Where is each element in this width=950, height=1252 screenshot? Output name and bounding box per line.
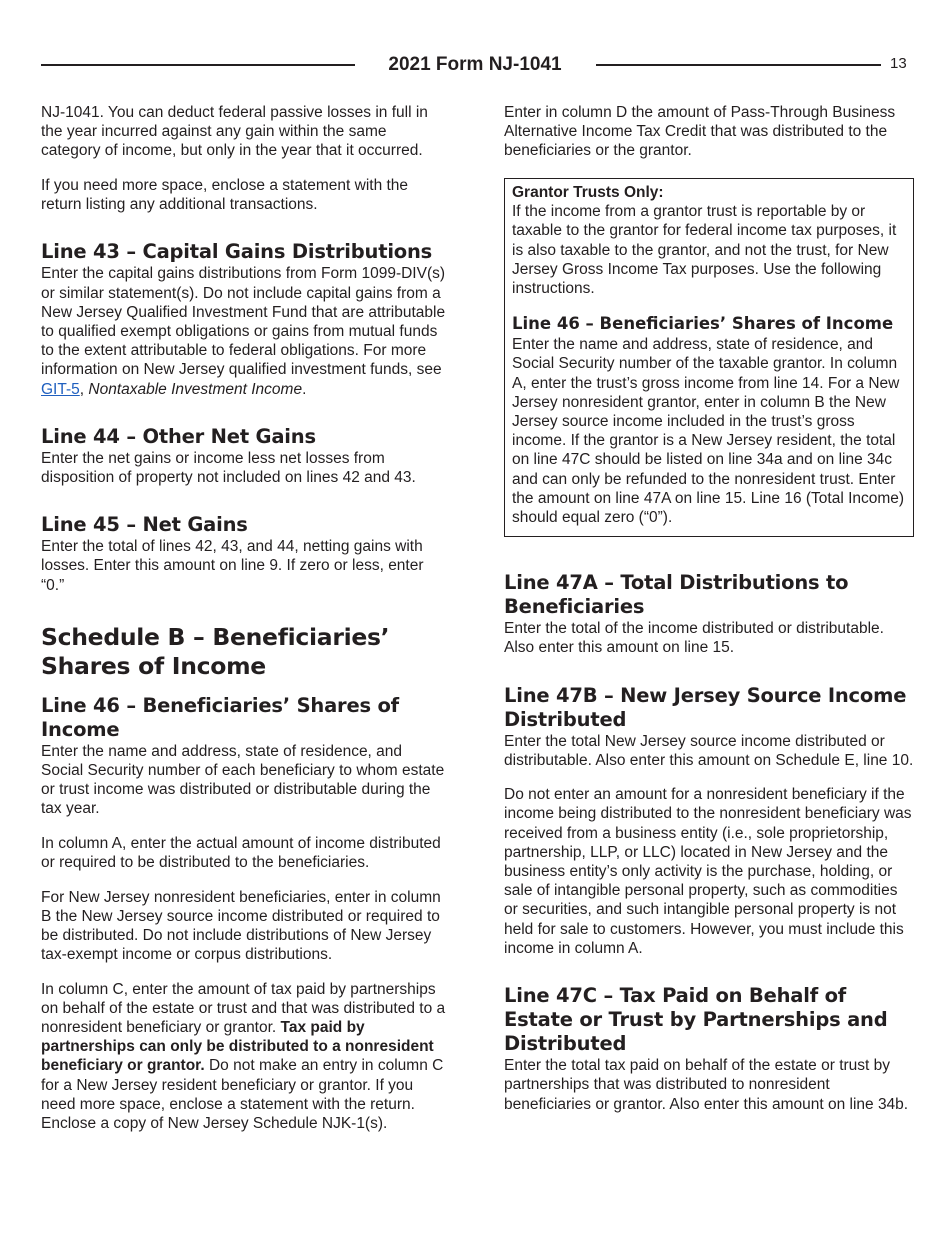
line-46-paragraph-3: For New Jersey nonresident beneficiaries, enter in column B the New Jersey source income distributed or required to be distributed. Do not include distributions of New Jersey tax-exempt income or corpus distributions. xyxy=(41,888,441,964)
line-43-text xyxy=(41,264,447,398)
intro-paragraph-2: If you need more space, enclose a statement with the return listing any additional transactions. xyxy=(41,176,409,214)
line-46-heading: Line 46 – Beneficiaries’ Shares of Income xyxy=(41,693,399,741)
line-46-p4-end: Do not make an entry in column C for a New Jersey resident beneficiary or grantor. If you need more space, enclose a statement with the return. Enclose a copy of New Jersey Schedule NJK-1(s). xyxy=(41,1057,444,1133)
line-46-paragraph-1: Enter the name and address, state of residence, and Social Security number of each beneficiary to whom estate or trust income was distributed or distributable during the tax year. xyxy=(41,742,445,818)
line-47c-text: Enter the total tax paid on behalf of the estate or trust by partnerships that was distributed to nonresident beneficiaries or grantor. Also enter this amount on line 34b. xyxy=(504,1057,909,1113)
grantor-box-text: If the income from a grantor trust is reportable by or taxable to the grantor for federal income tax purposes, it is also taxable to the grantor, and not the trust, for New Jersey Gross Income Tax purposes. Use the following instructions. xyxy=(512,203,897,297)
line-47b-heading: Line 47B – New Jersey Source Income Distributed xyxy=(504,683,907,731)
line-47c-heading: Line 47C – Tax Paid on Behalf of Estate or Trust by Partnerships and Distributed xyxy=(504,984,888,1056)
line-43-comma: , xyxy=(79,380,89,398)
right-column xyxy=(504,103,914,1114)
grantor-line-46-heading: Line 46 – Beneficiaries’ Shares of Income xyxy=(512,314,894,334)
schedule-b-heading: Schedule B – Beneficiaries’ Shares of Income xyxy=(41,622,390,680)
intro-paragraph-1: NJ-1041. You can deduct federal passive losses in full in the year incurred against any gain within the same category of income, but only in the year that it occurred. xyxy=(41,104,428,160)
line-44-heading: Line 44 – Other Net Gains xyxy=(41,424,316,448)
line-47a-heading: Line 47A – Total Distributions to Beneficiaries xyxy=(504,571,849,619)
line-47b-paragraph-1: Enter the total New Jersey source income distributed or distributable. Also enter this amount on Schedule E, line 10. xyxy=(504,732,914,769)
left-column xyxy=(41,103,447,1133)
line-43-text-body: Enter the capital gains distributions from Form 1099-DIV(s) or similar statement(s). Do not include capital gains from a New Jersey Qualified Investment Fund that are attributable to qualified exempt obligations or gains from mutual funds to the extent attributable to federal obligations. For more information on New Jersey qualified investment funds, see xyxy=(41,265,446,379)
line-47a-text: Enter the total of the income distributed or distributable. Also enter this amount on line 15. xyxy=(504,620,884,657)
git5-link[interactable]: GIT-5 xyxy=(41,380,80,398)
line-44-text: Enter the net gains or income less net losses from disposition of property not included on lines 42 and 43. xyxy=(41,449,416,486)
line-46-p4-start: In column C, enter the amount of tax paid by partnerships on behalf of the estate or trust and that was distributed to a nonresident beneficiary or grantor. xyxy=(41,980,446,1037)
header-rule-right xyxy=(596,64,881,66)
grantor-box-title: Grantor Trusts Only: xyxy=(512,183,664,201)
line-46-paragraph-4 xyxy=(41,980,447,1134)
page-title: 2021 Form NJ-1041 xyxy=(388,54,562,75)
line-43-heading: Line 43 – Capital Gains Distributions xyxy=(41,240,433,264)
line-47b-paragraph-2: Do not enter an amount for a nonresident beneficiary if the income being distributed to the nonresident beneficiary was received from a business entity (i.e., sole proprietorship, partnership, LLP, or LLC) located in New Jersey and the business entity’s only activity is the purchase, holding, or sale of intangible personal property, such as commodities or securities, and such intangible personal property is not held for sale to customers. However, you must include this income in column A. xyxy=(504,786,912,957)
grantor-trusts-box xyxy=(504,178,914,538)
line-46-p4-bold: Tax paid by partnerships can only be distributed to a nonresident beneficiary or grantor. xyxy=(41,1019,434,1075)
page-number: 13 xyxy=(890,55,907,72)
line-45-text: Enter the total of lines 42, 43, and 44, netting gains with losses. Enter this amount on line 9. If zero or less, enter “0.” xyxy=(41,538,424,594)
line-45-heading: Line 45 – Net Gains xyxy=(41,513,248,537)
column-d-paragraph: Enter in column D the amount of Pass-Through Business Alternative Income Tax Credit that was distributed to the beneficiaries or the grantor. xyxy=(504,104,896,160)
line-43-period: . xyxy=(302,380,307,398)
line-43-publication-title: Nontaxable Investment Income xyxy=(88,380,303,398)
line-46-paragraph-2: In column A, enter the actual amount of income distributed or required to be distributed to the beneficiaries. xyxy=(41,834,441,872)
grantor-line-46-text: Enter the name and address, state of residence, and Social Security number of the taxable grantor. In column A, enter the trust’s gross income from line 14. For a New Jersey nonresident grantor, enter in column B the New Jersey source income included in the trust’s gross income. If the grantor is a New Jersey resident, the total on line 47C should be listed on line 34a and on line 34c and can only be refunded to the nonresident trust. Enter the amount on line 47A on line 15. Line 16 (Total Income) should equal zero (“0”). xyxy=(512,336,905,526)
